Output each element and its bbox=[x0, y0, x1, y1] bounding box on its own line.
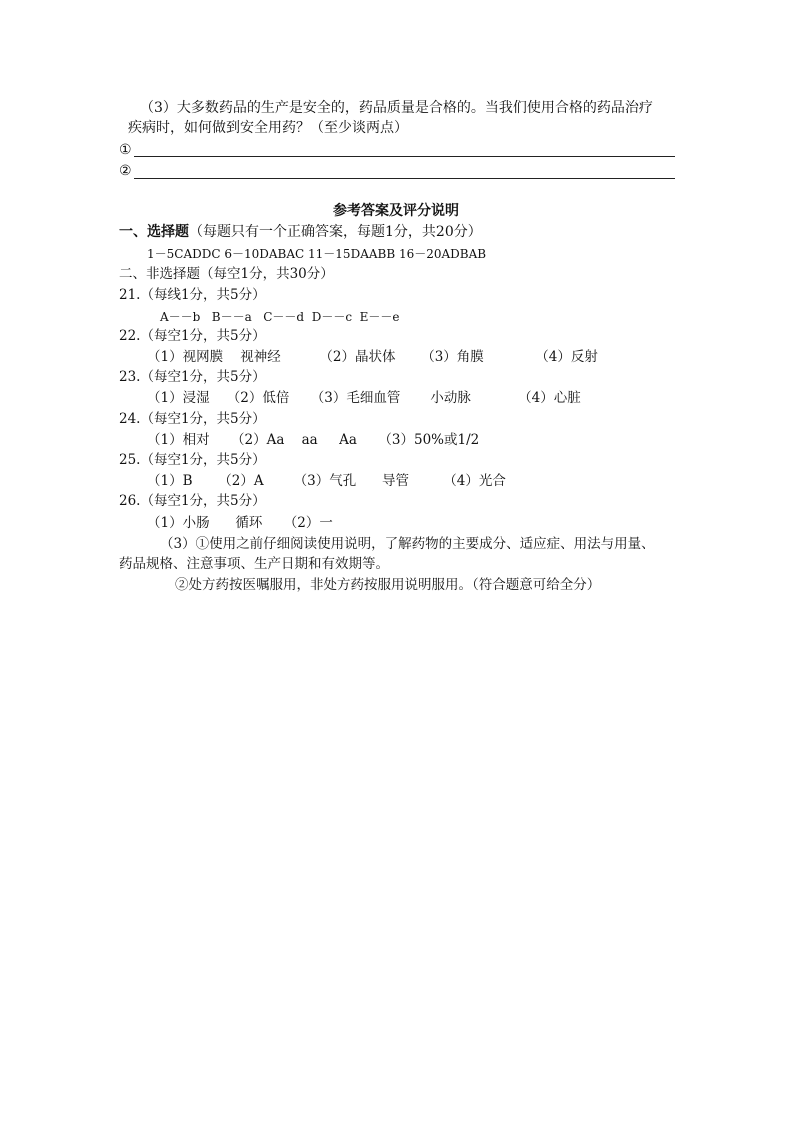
q26-part3-line-2: 药品规格、注意事项、生产日期和有效期等。 bbox=[119, 556, 389, 572]
q22-answer: （1）视网膜 视神经 （2）晶状体 （3）角膜 （4）反射 bbox=[147, 349, 598, 365]
q23-answer: （1）浸湿 （2）低倍 （3）毛细血管 小动脉 （4）心脏 bbox=[147, 390, 581, 406]
answer-blank-2-line bbox=[134, 178, 675, 179]
answer-blank-2-label: ② bbox=[119, 163, 132, 179]
question-intro-line-2: 疾病时，如何做到安全用药？（至少谈两点） bbox=[128, 120, 408, 136]
q24-answer: （1）相对 （2）Aa aa Aa （3）50%或1/2 bbox=[147, 432, 480, 448]
q26-part3-line-1: （3）①使用之前仔细阅读使用说明，了解药物的主要成分、适应症、用法与用量、 bbox=[160, 536, 655, 552]
section-1-note: （每题只有一个正确答案，每题1分，共20分） bbox=[189, 224, 482, 240]
question-intro-line-1: （3）大多数药品的生产是安全的，药品质量是合格的。当我们使用合格的药品治疗 bbox=[140, 100, 653, 116]
q24-heading: 24.（每空1分，共5分） bbox=[119, 411, 266, 427]
section-1-heading: 一、选择题 bbox=[119, 224, 189, 240]
q21-answer: A－－b B－－a C－－d D－－c E－－e bbox=[160, 310, 400, 324]
q26-part3-line-3: ②处方药按医嘱服用，非处方药按服用说明服用。（符合题意可给全分） bbox=[175, 577, 601, 593]
q26-answer: （1）小肠 循环 （2）一 bbox=[147, 515, 333, 531]
q23-heading: 23.（每空1分，共5分） bbox=[119, 369, 266, 385]
section-2-heading: 二、非选择题（每空1分，共30分） bbox=[119, 266, 334, 282]
answer-blank-1-line bbox=[134, 156, 675, 157]
section-1-line bbox=[119, 225, 482, 239]
answer-blank-1-label: ① bbox=[119, 142, 132, 158]
q26-heading: 26.（每空1分，共5分） bbox=[119, 493, 266, 509]
q22-heading: 22.（每空1分，共5分） bbox=[119, 328, 266, 344]
q25-answer: （1）B （2）A （3）气孔 导管 （4）光合 bbox=[147, 473, 506, 489]
section-1-answers: 1－5CADDC 6－10DABAC 11－15DAABB 16－20ADBAB bbox=[147, 247, 487, 261]
answer-key-title: 参考答案及评分说明 bbox=[333, 203, 459, 219]
q25-heading: 25.（每空1分，共5分） bbox=[119, 452, 266, 468]
q21-heading: 21.（每线1分，共5分） bbox=[119, 287, 266, 303]
